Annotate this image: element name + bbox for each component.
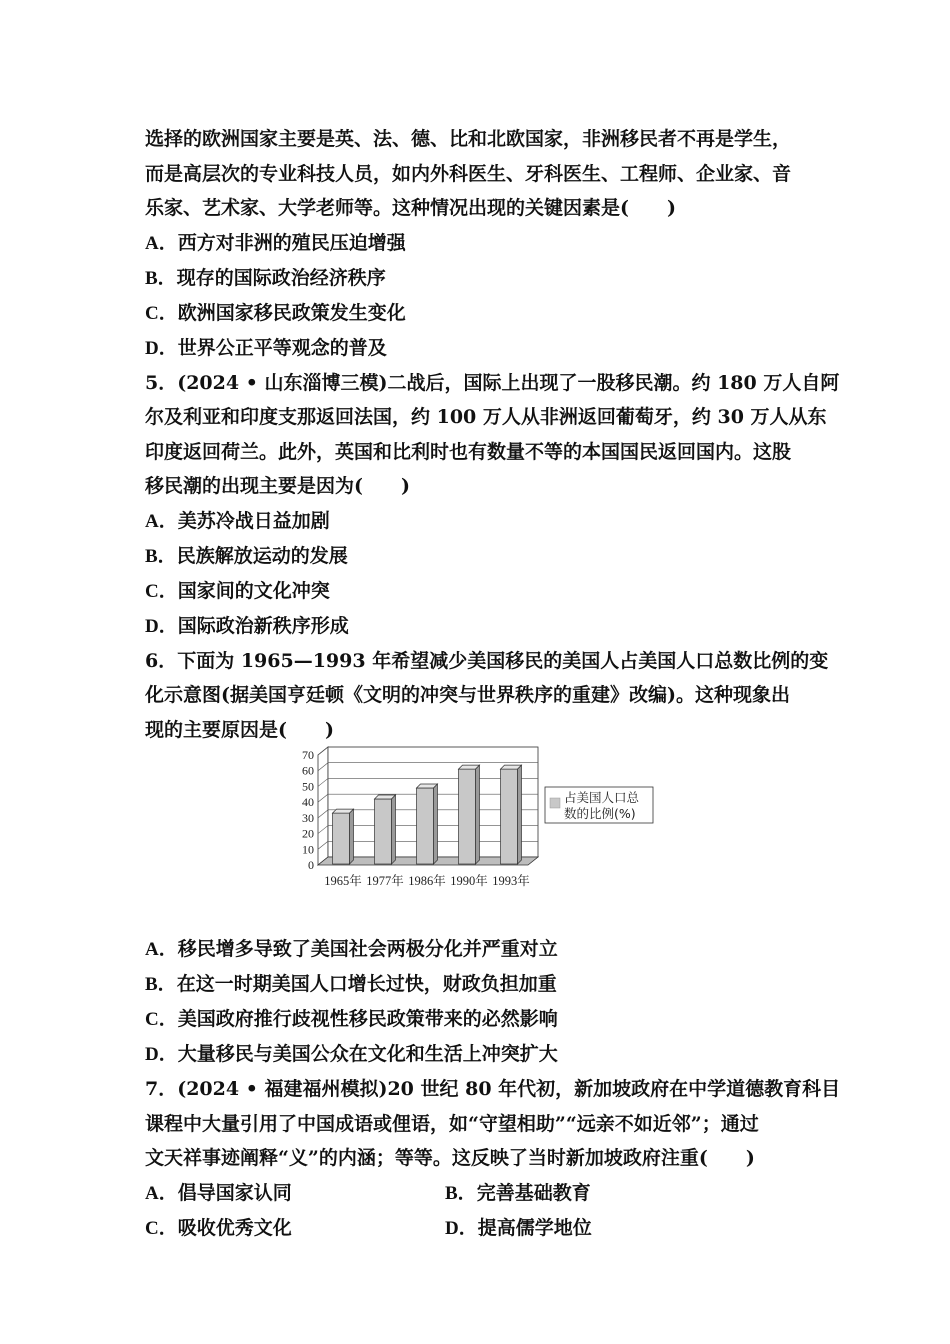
option-letter: C． (145, 1217, 178, 1239)
x-tick-label: 1993年 (492, 874, 530, 888)
bar (375, 799, 392, 864)
option-text: 大量移民与美国公众在文化和生活上冲突扩大 (177, 1043, 558, 1065)
option-text: 西方对非洲的殖民压迫增强 (177, 231, 406, 254)
q6-line-1: 6．下面为 1965—1993 年希望减少美国移民的美国人占美国人口总数比例的变 (145, 649, 829, 672)
q5-line-1: 5．(2024 • 山东淄博三模)二战后，国际上出现了一股移民潮。约 180 万人自阿 (145, 371, 840, 394)
option-text: 国家间的文化冲突 (177, 579, 330, 602)
q4-option-b (145, 261, 810, 296)
y-tick-label: 0 (308, 858, 314, 872)
y-tick-label: 50 (302, 779, 314, 794)
option-letter: B． (445, 1182, 477, 1204)
q7-line-2: 课程中大量引用了中国成语或俚语，如“守望相助”“远亲不如近邻”；通过 (145, 1112, 759, 1135)
q7-option-c (145, 1211, 445, 1246)
option-letter: C． (145, 302, 178, 324)
bar-side (350, 809, 354, 864)
q5-option-a (145, 504, 810, 539)
x-tick-label: 1965年 (324, 874, 362, 888)
option-letter: D． (445, 1217, 478, 1239)
option-text: 欧洲国家移民政策发生变化 (177, 301, 406, 324)
bar (333, 813, 350, 864)
legend-label-line-1: 占美国人口总 (564, 790, 640, 805)
q6-option-b (145, 967, 810, 1002)
q5-option-d (145, 609, 810, 644)
option-letter: D． (145, 615, 178, 637)
option-text: 美国政府推行歧视性移民政策带来的必然影响 (177, 1008, 558, 1030)
option-letter: A． (145, 510, 178, 532)
q4-line-2: 而是高层次的专业科技人员，如内外科医生、牙科医生、工程师、企业家、音 (145, 162, 792, 185)
option-text: 美苏冷战日益加剧 (177, 509, 330, 532)
q5-line-4: 移民潮的出现主要是因为( ) (145, 475, 410, 497)
q5-option-b (145, 539, 810, 574)
option-text: 提高儒学地位 (477, 1216, 592, 1239)
y-tick-label: 20 (302, 826, 314, 841)
q4-option-d (145, 331, 810, 366)
x-tick-label: 1986年 (408, 874, 446, 888)
q7-option-d (445, 1211, 745, 1246)
y-tick-label: 40 (302, 795, 314, 810)
legend-label-line-2: 数的比例(%) (564, 806, 636, 821)
q7-option-b (445, 1176, 745, 1211)
option-text: 国际政治新秩序形成 (177, 614, 349, 637)
q7-options-row-1 (145, 1176, 810, 1211)
chart-side-wall (318, 747, 328, 865)
option-text: 倡导国家认同 (177, 1181, 292, 1204)
y-tick-label: 10 (302, 842, 314, 857)
bar (459, 769, 476, 864)
option-text: 在这一时期美国人口增长过快，财政负担加重 (176, 973, 557, 995)
option-text: 现存的国际政治经济秩序 (176, 266, 386, 289)
q5-line-2: 尔及利亚和印度支那返回法国，约 100 万人从非洲返回葡萄牙，约 30 万人从东 (145, 406, 827, 428)
q4-option-c (145, 296, 810, 331)
option-letter: A． (145, 939, 178, 960)
q4-option-a (145, 226, 810, 261)
option-text: 世界公正平等观念的普及 (177, 336, 387, 359)
q4-line-1: 选择的欧洲国家主要是英、法、德、比和北欧国家，非洲移民者不再是学生， (145, 128, 792, 150)
option-letter: A． (145, 1182, 178, 1204)
option-letter: A． (145, 232, 178, 254)
bar-side (518, 765, 522, 864)
q5-option-c (145, 574, 810, 609)
q7-option-a (145, 1176, 445, 1211)
option-letter: B． (145, 267, 177, 289)
option-text: 移民增多导致了美国社会两极分化并严重对立 (177, 938, 558, 960)
option-text: 民族解放运动的发展 (176, 544, 348, 567)
bar-side (434, 784, 438, 864)
y-tick-label: 60 (302, 763, 314, 778)
option-letter: D． (145, 1044, 178, 1065)
q7-line-3: 文天祥事迹阐释“义”的内涵；等等。这反映了当时新加坡政府注重( ) (145, 1147, 755, 1169)
bar (501, 769, 518, 864)
bar (417, 788, 434, 864)
legend-swatch (550, 798, 560, 808)
bar-side (392, 795, 396, 864)
q6-option-c (145, 1002, 810, 1037)
option-letter: D． (145, 337, 178, 359)
bar-chart-svg (290, 745, 660, 895)
x-tick-label: 1977年 (366, 874, 404, 888)
q6-option-a (145, 932, 810, 967)
q4-line-3: 乐家、艺术家、大学老师等。这种情况出现的关键因素是( ) (145, 197, 676, 219)
option-letter: B． (145, 545, 177, 567)
bar-side (476, 765, 480, 864)
q6-line-3: 现的主要原因是( ) (145, 718, 334, 741)
x-tick-label: 1990年 (450, 874, 488, 888)
q6-option-d (145, 1037, 810, 1072)
y-tick-label: 30 (302, 810, 314, 825)
option-letter: B． (145, 974, 177, 995)
option-text: 吸收优秀文化 (177, 1216, 292, 1239)
option-text: 完善基础教育 (476, 1181, 591, 1204)
bar-chart (290, 745, 660, 895)
q7-options-row-2 (145, 1211, 810, 1246)
q6-line-2: 化示意图(据美国亨廷顿《文明的冲突与世界秩序的重建》改编)。这种现象出 (145, 684, 790, 706)
y-tick-label: 70 (302, 748, 314, 762)
option-letter: C． (145, 580, 178, 602)
q7-line-1: 7．(2024 • 福建福州模拟)20 世纪 80 年代初，新加坡政府在中学道德教育科目 (145, 1078, 841, 1100)
document-body (145, 122, 841, 1246)
q5-line-3: 印度返回荷兰。此外，英国和比利时也有数量不等的本国国民返回国内。这股 (145, 440, 792, 463)
option-letter: C． (145, 1009, 178, 1030)
